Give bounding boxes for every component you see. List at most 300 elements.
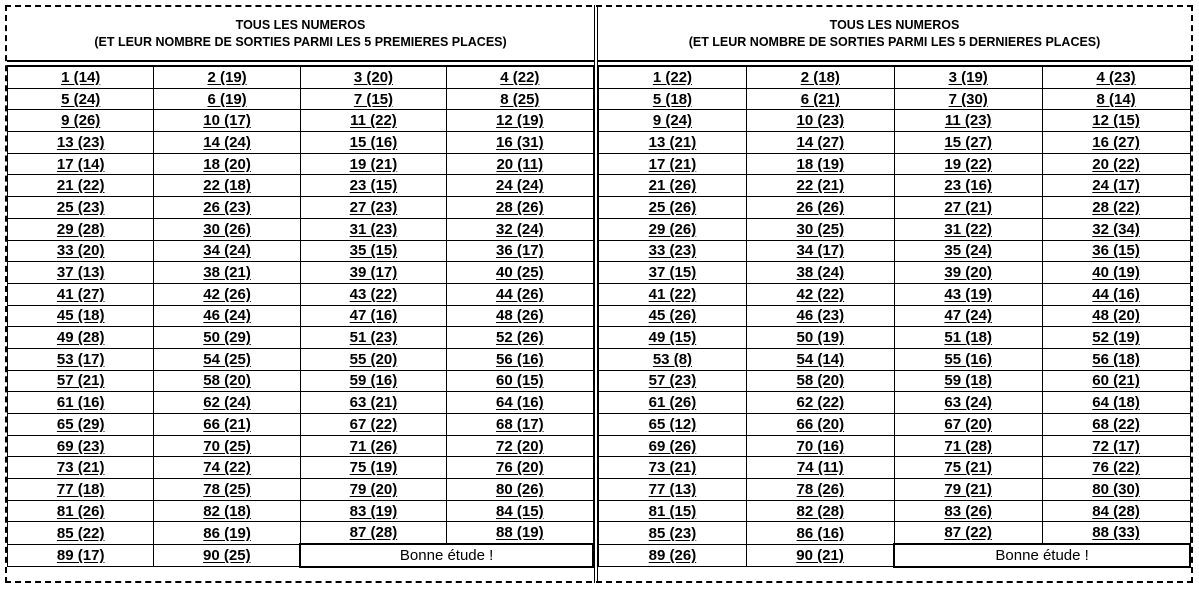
number-cell <box>154 88 300 110</box>
number-cell <box>599 218 747 240</box>
number-value: 73 (21) <box>648 459 697 477</box>
number-value: 71 (28) <box>944 437 992 455</box>
number-cell <box>8 262 154 284</box>
number-value: 90 (25) <box>203 546 251 564</box>
number-cell <box>154 153 300 175</box>
number-value: 53 (8) <box>652 350 693 368</box>
number-cell <box>746 392 894 414</box>
number-value: 6 (21) <box>800 90 840 108</box>
number-cell <box>300 262 446 284</box>
number-cell <box>894 305 1042 327</box>
number-value: 51 (23) <box>349 329 398 347</box>
number-value: 18 (20) <box>203 155 251 173</box>
number-value: 60 (15) <box>496 372 544 390</box>
number-value: 22 (18) <box>203 177 251 195</box>
number-cell <box>894 153 1042 175</box>
number-value: 5 (18) <box>652 90 693 108</box>
number-cell <box>746 414 894 436</box>
number-value: 34 (17) <box>796 242 845 260</box>
number-cell <box>8 327 154 349</box>
number-cell <box>1042 500 1190 522</box>
number-value: 85 (22) <box>56 524 105 542</box>
number-value: 81 (26) <box>56 502 105 520</box>
table-row <box>8 435 594 457</box>
table-row <box>599 66 1191 88</box>
number-value: 48 (26) <box>496 307 544 325</box>
number-value: 40 (25) <box>496 264 544 282</box>
number-value: 22 (21) <box>796 177 845 195</box>
number-cell <box>746 435 894 457</box>
number-cell <box>447 110 593 132</box>
number-cell <box>894 370 1042 392</box>
number-cell <box>300 370 446 392</box>
number-cell <box>154 197 300 219</box>
number-value: 43 (22) <box>349 285 398 303</box>
number-cell <box>1042 479 1190 501</box>
number-cell <box>894 197 1042 219</box>
number-value: 78 (25) <box>203 480 251 498</box>
number-value: 55 (16) <box>944 350 992 368</box>
number-value: 33 (20) <box>56 242 105 260</box>
number-value: 8 (25) <box>500 90 540 108</box>
number-value: 30 (25) <box>796 220 845 238</box>
number-cell <box>1042 262 1190 284</box>
number-cell <box>746 132 894 154</box>
number-value: 80 (30) <box>1092 480 1140 498</box>
number-cell <box>154 479 300 501</box>
number-cell <box>599 197 747 219</box>
table-row <box>599 348 1191 370</box>
number-value: 2 (18) <box>800 68 840 86</box>
number-cell <box>8 110 154 132</box>
table-row <box>599 283 1191 305</box>
number-cell <box>1042 132 1190 154</box>
number-value: 62 (22) <box>796 394 845 412</box>
number-cell <box>1042 327 1190 349</box>
number-value: 35 (15) <box>349 242 398 260</box>
number-value: 76 (20) <box>496 459 544 477</box>
number-cell <box>300 435 446 457</box>
number-cell <box>8 175 154 197</box>
number-cell <box>599 262 747 284</box>
number-cell <box>154 457 300 479</box>
number-value: 63 (21) <box>349 394 398 412</box>
number-value: 7 (30) <box>948 90 988 108</box>
number-value: 31 (23) <box>349 220 398 238</box>
table-row <box>599 544 1191 567</box>
number-cell <box>894 240 1042 262</box>
number-value: 65 (12) <box>648 415 697 433</box>
number-cell <box>894 392 1042 414</box>
number-value: 28 (22) <box>1092 198 1140 216</box>
table-row <box>599 218 1191 240</box>
left-title: TOUS LES NUMEROS <box>235 17 366 32</box>
number-cell <box>746 110 894 132</box>
number-value: 54 (25) <box>203 350 251 368</box>
number-cell <box>8 370 154 392</box>
number-cell <box>894 479 1042 501</box>
number-cell <box>894 327 1042 349</box>
table-row <box>8 262 594 284</box>
number-value: 72 (17) <box>1092 437 1140 455</box>
left-subtitle: (ET LEUR NOMBRE DE SORTIES PARMI LES 5 PREMIERES PLACES) <box>94 34 507 49</box>
number-cell <box>746 479 894 501</box>
number-value: 12 (15) <box>1092 112 1140 130</box>
number-cell <box>8 305 154 327</box>
number-cell <box>8 132 154 154</box>
number-value: 87 (28) <box>349 524 398 542</box>
table-row <box>599 414 1191 436</box>
number-value: 71 (26) <box>349 437 398 455</box>
number-value: 80 (26) <box>496 480 544 498</box>
number-cell <box>599 110 747 132</box>
number-value: 85 (23) <box>648 524 697 542</box>
number-value: 4 (23) <box>1096 68 1136 86</box>
number-value: 70 (25) <box>203 437 251 455</box>
number-value: 58 (20) <box>203 372 251 390</box>
number-cell <box>447 305 593 327</box>
number-cell <box>447 327 593 349</box>
number-value: 77 (18) <box>56 480 105 498</box>
number-value: 75 (21) <box>944 459 992 477</box>
number-value: 49 (15) <box>648 329 697 347</box>
number-cell <box>746 522 894 544</box>
number-value: 79 (20) <box>349 480 398 498</box>
number-cell <box>154 370 300 392</box>
number-cell <box>154 283 300 305</box>
number-cell <box>154 348 300 370</box>
table-row <box>8 500 594 522</box>
table-row <box>599 479 1191 501</box>
number-value: 72 (20) <box>496 437 544 455</box>
table-row <box>599 175 1191 197</box>
number-cell <box>746 283 894 305</box>
number-value: 57 (21) <box>56 372 105 390</box>
number-cell <box>8 544 154 567</box>
table-row <box>599 305 1191 327</box>
number-value: 34 (24) <box>203 242 251 260</box>
table-row <box>8 175 594 197</box>
table-row <box>8 392 594 414</box>
number-cell <box>599 283 747 305</box>
number-value: 21 (26) <box>648 177 697 195</box>
number-cell <box>447 175 593 197</box>
number-cell <box>447 88 593 110</box>
number-cell <box>8 218 154 240</box>
number-value: 17 (14) <box>56 155 105 173</box>
number-value: 10 (17) <box>203 112 251 130</box>
table-row <box>599 197 1191 219</box>
number-cell <box>1042 457 1190 479</box>
number-cell <box>746 348 894 370</box>
number-value: 60 (21) <box>1092 372 1140 390</box>
number-cell <box>154 240 300 262</box>
number-value: 67 (20) <box>944 415 992 433</box>
table-row <box>599 370 1191 392</box>
table-row <box>8 218 594 240</box>
number-value: 29 (28) <box>56 220 105 238</box>
number-cell <box>1042 110 1190 132</box>
number-value: 86 (16) <box>796 524 845 542</box>
number-value: 79 (21) <box>944 480 992 498</box>
number-cell <box>894 88 1042 110</box>
table-row <box>599 327 1191 349</box>
number-cell <box>8 435 154 457</box>
number-cell <box>300 500 446 522</box>
number-value: 21 (22) <box>56 177 105 195</box>
number-cell <box>300 218 446 240</box>
number-cell <box>8 522 154 544</box>
number-value: 88 (33) <box>1092 524 1140 542</box>
number-value: 56 (16) <box>496 350 544 368</box>
number-value: 32 (34) <box>1092 220 1140 238</box>
number-value: 14 (27) <box>796 133 845 151</box>
number-value: 88 (19) <box>496 524 544 542</box>
number-cell <box>894 262 1042 284</box>
number-cell <box>746 66 894 88</box>
number-cell <box>599 392 747 414</box>
number-value: 58 (20) <box>796 372 845 390</box>
number-value: 44 (16) <box>1092 285 1140 303</box>
table-row <box>8 479 594 501</box>
number-value: 54 (14) <box>796 350 845 368</box>
table-row <box>599 153 1191 175</box>
number-value: 57 (23) <box>648 372 697 390</box>
number-cell <box>599 66 747 88</box>
number-value: 2 (19) <box>207 68 247 86</box>
number-cell <box>8 414 154 436</box>
number-cell <box>1042 348 1190 370</box>
number-cell <box>8 66 154 88</box>
number-cell <box>746 544 894 567</box>
number-cell <box>746 370 894 392</box>
number-cell <box>599 240 747 262</box>
number-value: 89 (17) <box>56 546 105 564</box>
number-value: 30 (26) <box>203 220 251 238</box>
number-value: 27 (23) <box>349 198 398 216</box>
number-value: 38 (21) <box>203 264 251 282</box>
number-value: 52 (19) <box>1092 329 1140 347</box>
number-cell <box>447 457 593 479</box>
number-cell <box>746 305 894 327</box>
number-value: 32 (24) <box>496 220 544 238</box>
number-cell <box>894 500 1042 522</box>
number-cell <box>1042 392 1190 414</box>
number-cell <box>599 457 747 479</box>
number-cell <box>300 240 446 262</box>
number-cell <box>154 262 300 284</box>
table-row <box>8 327 594 349</box>
table-row <box>8 414 594 436</box>
table-row <box>599 240 1191 262</box>
number-cell <box>1042 305 1190 327</box>
number-value: 50 (19) <box>796 329 845 347</box>
number-value: 16 (27) <box>1092 133 1140 151</box>
number-value: 61 (16) <box>56 394 105 412</box>
number-value: 42 (22) <box>796 285 845 303</box>
number-value: 50 (29) <box>203 329 251 347</box>
number-value: 41 (22) <box>648 285 697 303</box>
number-value: 36 (17) <box>496 242 544 260</box>
number-cell <box>1042 370 1190 392</box>
number-value: 69 (23) <box>56 437 105 455</box>
closing-message: Bonne étude ! <box>894 544 1190 567</box>
number-value: 3 (20) <box>353 68 394 86</box>
number-cell <box>599 414 747 436</box>
left-numbers-table <box>7 65 594 568</box>
number-value: 49 (28) <box>56 329 105 347</box>
table-row <box>599 110 1191 132</box>
number-cell <box>154 66 300 88</box>
number-value: 18 (19) <box>796 155 845 173</box>
table-row <box>599 522 1191 544</box>
right-subtitle: (ET LEUR NOMBRE DE SORTIES PARMI LES 5 DERNIERES PLACES) <box>688 34 1101 49</box>
table-row <box>8 197 594 219</box>
number-cell <box>300 348 446 370</box>
number-cell <box>300 479 446 501</box>
number-value: 76 (22) <box>1092 459 1140 477</box>
number-cell <box>1042 218 1190 240</box>
number-cell <box>447 240 593 262</box>
number-value: 37 (15) <box>648 264 697 282</box>
number-cell <box>1042 240 1190 262</box>
number-value: 4 (22) <box>500 68 540 86</box>
number-value: 5 (24) <box>61 90 101 108</box>
number-cell <box>599 544 747 567</box>
number-value: 7 (15) <box>353 90 394 108</box>
number-value: 9 (26) <box>61 112 101 130</box>
number-cell <box>300 457 446 479</box>
number-cell <box>599 348 747 370</box>
number-value: 38 (24) <box>796 264 845 282</box>
number-value: 14 (24) <box>203 133 251 151</box>
number-cell <box>599 370 747 392</box>
number-cell <box>1042 414 1190 436</box>
number-value: 73 (21) <box>56 459 105 477</box>
number-cell <box>599 522 747 544</box>
number-cell <box>447 348 593 370</box>
number-cell <box>894 435 1042 457</box>
number-cell <box>447 479 593 501</box>
number-value: 84 (28) <box>1092 502 1140 520</box>
number-cell <box>894 66 1042 88</box>
number-cell <box>300 414 446 436</box>
number-value: 23 (15) <box>349 177 398 195</box>
table-row <box>599 132 1191 154</box>
number-value: 84 (15) <box>496 502 544 520</box>
number-cell <box>447 392 593 414</box>
number-value: 24 (24) <box>496 177 544 195</box>
number-cell <box>599 479 747 501</box>
number-value: 13 (23) <box>56 133 105 151</box>
number-cell <box>447 132 593 154</box>
number-cell <box>746 218 894 240</box>
number-cell <box>447 435 593 457</box>
number-value: 62 (24) <box>203 394 251 412</box>
number-value: 9 (24) <box>652 112 693 130</box>
number-value: 86 (19) <box>203 524 251 542</box>
number-value: 24 (17) <box>1092 177 1140 195</box>
number-cell <box>154 132 300 154</box>
number-cell <box>1042 66 1190 88</box>
number-cell <box>154 522 300 544</box>
number-cell <box>746 457 894 479</box>
number-value: 56 (18) <box>1092 350 1140 368</box>
number-value: 3 (19) <box>948 68 988 86</box>
table-row <box>8 110 594 132</box>
table-row <box>8 88 594 110</box>
table-row <box>599 457 1191 479</box>
number-cell <box>447 66 593 88</box>
number-value: 11 (23) <box>944 112 992 130</box>
number-cell <box>599 153 747 175</box>
number-value: 42 (26) <box>203 285 251 303</box>
number-value: 12 (19) <box>496 112 544 130</box>
number-cell <box>599 327 747 349</box>
number-value: 89 (26) <box>648 546 697 564</box>
number-value: 35 (24) <box>944 242 992 260</box>
number-value: 25 (23) <box>56 198 105 216</box>
number-cell <box>894 110 1042 132</box>
number-cell <box>8 88 154 110</box>
number-cell <box>154 544 300 567</box>
number-cell <box>746 500 894 522</box>
number-cell <box>300 305 446 327</box>
number-cell <box>154 435 300 457</box>
number-cell <box>154 392 300 414</box>
number-cell <box>894 218 1042 240</box>
number-cell <box>300 110 446 132</box>
number-cell <box>154 327 300 349</box>
number-value: 55 (20) <box>349 350 398 368</box>
number-value: 17 (21) <box>648 155 697 173</box>
number-value: 15 (27) <box>944 133 992 151</box>
table-row <box>8 153 594 175</box>
closing-message: Bonne étude ! <box>300 544 593 567</box>
number-value: 64 (18) <box>1092 394 1140 412</box>
number-cell <box>599 88 747 110</box>
number-value: 59 (18) <box>944 372 992 390</box>
number-value: 82 (18) <box>203 502 251 520</box>
number-value: 46 (23) <box>796 307 845 325</box>
number-value: 61 (26) <box>648 394 697 412</box>
number-value: 15 (16) <box>349 133 398 151</box>
number-value: 20 (11) <box>496 155 544 173</box>
number-cell <box>447 500 593 522</box>
number-cell <box>300 522 446 544</box>
number-value: 59 (16) <box>349 372 398 390</box>
number-value: 82 (28) <box>796 502 845 520</box>
number-value: 43 (19) <box>944 285 992 303</box>
left-header <box>7 7 594 62</box>
number-cell <box>1042 522 1190 544</box>
number-value: 39 (20) <box>944 264 992 282</box>
table-row <box>599 88 1191 110</box>
number-cell <box>746 153 894 175</box>
number-cell <box>300 153 446 175</box>
number-value: 19 (22) <box>944 155 992 173</box>
number-value: 37 (13) <box>56 264 105 282</box>
number-cell <box>894 348 1042 370</box>
number-cell <box>8 153 154 175</box>
table-row <box>8 457 594 479</box>
right-header <box>598 7 1191 62</box>
number-cell <box>599 500 747 522</box>
number-cell <box>1042 88 1190 110</box>
number-cell <box>1042 153 1190 175</box>
number-cell <box>8 479 154 501</box>
number-cell <box>300 392 446 414</box>
